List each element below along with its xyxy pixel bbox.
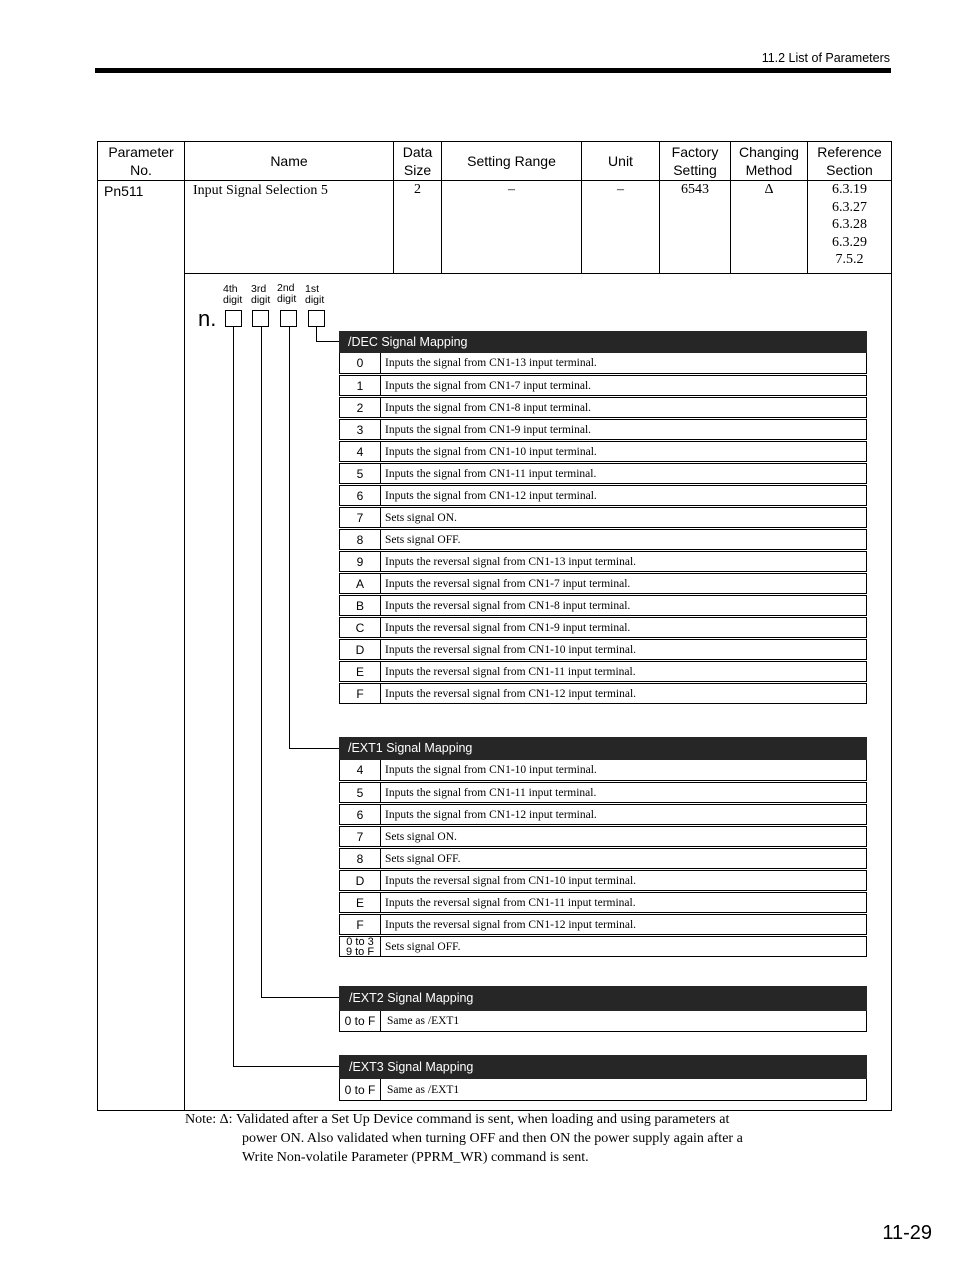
connector-3rd — [261, 327, 262, 997]
digit-box-2nd — [280, 310, 297, 327]
table-row: 8 Sets signal OFF. — [339, 529, 867, 550]
reference-item: 6.3.29 — [832, 234, 867, 250]
reference-item: 6.3.28 — [832, 217, 867, 232]
header-name: Name — [185, 142, 394, 181]
table-row: 3 Inputs the signal from CN1-9 input terminal. — [339, 419, 867, 440]
n-prefix: n. — [198, 306, 217, 331]
table-row: 0 Inputs the signal from CN1-13 input terminal. — [339, 353, 867, 374]
table-row: A Inputs the reversal signal from CN1-7 input terminal. — [339, 573, 867, 594]
page-number: 11-29 — [882, 1222, 932, 1244]
header-rule — [95, 68, 891, 73]
reference-item: 6.3.19 — [832, 182, 867, 197]
ext3-signal-mapping — [339, 1055, 867, 1101]
connector-1st — [316, 327, 317, 341]
dec-signal-mapping — [339, 331, 867, 704]
connector-2nd — [289, 327, 290, 748]
digit-label-2nd: 2nd digit — [277, 282, 297, 305]
table-row: 0 to F Same as /EXT1 — [339, 1011, 867, 1032]
header-setting-range: Setting Range — [442, 142, 582, 181]
reference-item: 7.5.2 — [835, 252, 864, 267]
header-unit: Unit — [582, 142, 660, 181]
table-row: 5 Inputs the signal from CN1-11 input terminal. — [339, 463, 867, 484]
section-header: 11.2 List of Parameters — [761, 51, 890, 65]
table-row: D Inputs the reversal signal from CN1-10 input terminal. — [339, 870, 867, 891]
table-row: C Inputs the reversal signal from CN1-9 input terminal. — [339, 617, 867, 638]
digit-box-3rd — [252, 310, 269, 327]
connector-2nd-h — [289, 748, 339, 749]
dec-title: /DEC Signal Mapping — [339, 331, 867, 353]
table-row: 7 Sets signal ON. — [339, 507, 867, 528]
digit-label-4th: 4th digit — [223, 283, 243, 306]
table-row: F Inputs the reversal signal from CN1-12 input terminal. — [339, 914, 867, 935]
data-size-cell: 2 — [394, 181, 442, 274]
ext1-signal-mapping — [339, 737, 867, 957]
ext3-title: /EXT3 Signal Mapping — [339, 1055, 867, 1079]
name-cell: Input Signal Selection 5 — [185, 181, 394, 274]
digit-box-1st — [308, 310, 325, 327]
ext1-title: /EXT1 Signal Mapping — [339, 737, 867, 760]
table-row: 9 Inputs the reversal signal from CN1-13 input terminal. — [339, 551, 867, 572]
ext2-title: /EXT2 Signal Mapping — [339, 986, 867, 1011]
table-row: E Inputs the reversal signal from CN1-11 input terminal. — [339, 661, 867, 682]
ext2-signal-mapping — [339, 986, 867, 1032]
table-row: 6 Inputs the signal from CN1-12 input terminal. — [339, 485, 867, 506]
table-row: 7 Sets signal ON. — [339, 826, 867, 847]
table-row: 5 Inputs the signal from CN1-11 input terminal. — [339, 782, 867, 803]
table-row: 2 Inputs the signal from CN1-8 input terminal. — [339, 397, 867, 418]
table-row: 0 to F Same as /EXT1 — [339, 1079, 867, 1101]
reference-item: 6.3.27 — [832, 199, 867, 215]
digit-box-4th — [225, 310, 242, 327]
table-row: E Inputs the reversal signal from CN1-11 input terminal. — [339, 892, 867, 913]
table-row: 1 Inputs the signal from CN1-7 input terminal. — [339, 375, 867, 396]
connector-4th-h — [233, 1066, 339, 1067]
footnote — [185, 1110, 743, 1167]
unit-cell: – — [582, 181, 660, 274]
table-row: 0 to 3 9 to F Sets signal OFF. — [339, 936, 867, 957]
table-row: B Inputs the reversal signal from CN1-8 input terminal. — [339, 595, 867, 616]
digit-label-1st: 1st digit — [305, 283, 325, 306]
table-row: F Inputs the reversal signal from CN1-12 input terminal. — [339, 683, 867, 704]
connector-1st-h — [316, 341, 339, 342]
table-row: 4 Inputs the signal from CN1-10 input terminal. — [339, 441, 867, 462]
header-param-no: Parameter No. — [98, 142, 185, 181]
footnote-line: Note: Δ: Validated after a Set Up Device command is sent, when loading and using parameters at — [185, 1112, 730, 1127]
connector-3rd-h — [261, 997, 339, 998]
connector-4th — [233, 327, 234, 1066]
header-data-size: Data Size — [394, 142, 442, 181]
header-factory-setting: Factory Setting — [660, 142, 731, 181]
factory-setting-cell: 6543 — [660, 181, 731, 274]
reference-section-cell — [808, 181, 892, 274]
setting-range-cell: – — [442, 181, 582, 274]
footnote-line: power ON. Also validated when turning OFF and then ON the power supply again after a — [242, 1131, 743, 1146]
footnote-line: Write Non-volatile Parameter (PPRM_WR) command is sent. — [242, 1150, 589, 1165]
digit-label-3rd: 3rd digit — [251, 283, 271, 306]
table-row: 4 Inputs the signal from CN1-10 input terminal. — [339, 760, 867, 781]
table-row: D Inputs the reversal signal from CN1-10 input terminal. — [339, 639, 867, 660]
table-row: 8 Sets signal OFF. — [339, 848, 867, 869]
table-row: 6 Inputs the signal from CN1-12 input terminal. — [339, 804, 867, 825]
param-no-cell: Pn511 — [98, 181, 185, 1111]
header-changing-method: Changing Method — [731, 142, 808, 181]
header-reference-section: Reference Section — [808, 142, 892, 181]
changing-method-cell: Δ — [731, 181, 808, 274]
